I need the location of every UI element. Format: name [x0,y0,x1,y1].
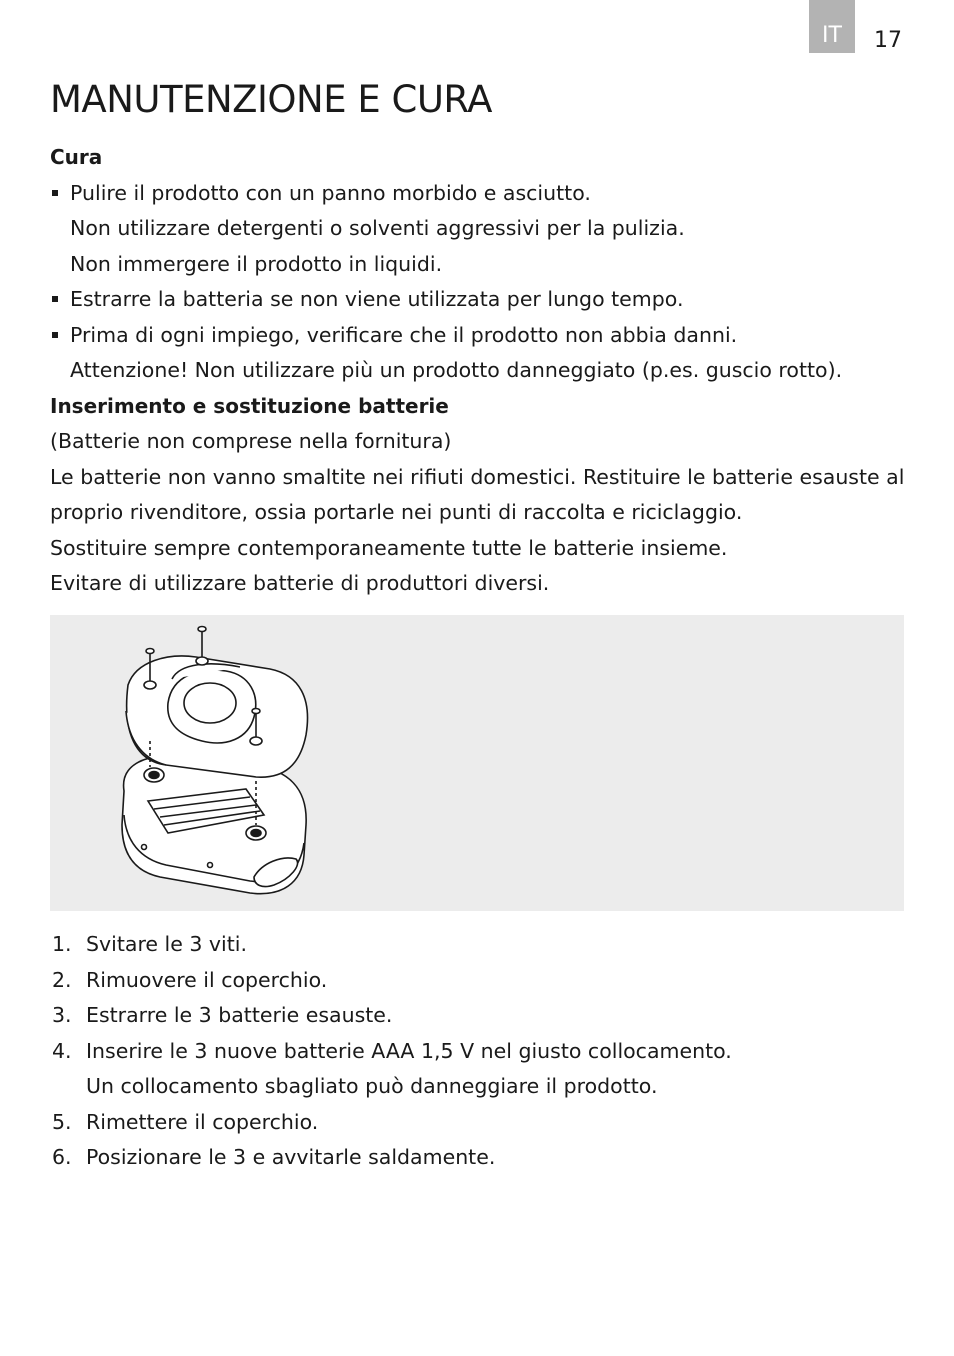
steps-list [50,927,910,1176]
bullet-square-icon [52,332,58,338]
bullet-square-icon [52,296,58,302]
battery-heading: Inserimento e sostituzione batterie [50,393,449,418]
care-bullet-text: Estrarre la batteria se non viene utilizzata per lungo tempo. [70,287,684,311]
step-number: 2. [52,967,72,992]
care-bullet [50,318,910,354]
care-bullet-text: Pulire il prodotto con un panno morbido e asciutto. [70,180,591,205]
step-number: 5. [52,1109,72,1134]
step-text: Svitare le 3 viti. [86,932,248,956]
care-bullet-text: Prima di ogni impiego, verificare che il prodotto non abbia danni. [70,322,738,347]
list-item [50,1105,910,1141]
battery-replacement-illustration [50,615,904,911]
list-item [50,998,910,1034]
list-item [50,1034,910,1070]
list-item-continuation: Un collocamento sbagliato può danneggiare il prodotto. [86,1074,658,1098]
language-tab-label: IT [822,23,842,48]
step-number: 6. [52,1145,72,1169]
list-item [50,927,910,963]
language-tab [809,0,855,53]
care-bullet-continuation: Attenzione! Non utilizzare più un prodotto danneggiato (p.es. guscio rotto). [70,358,843,382]
list-item [50,963,910,999]
battery-paragraph-line: proprio rivenditore, ossia portarle nei punti di raccolta e riciclaggio. [50,500,743,524]
care-bullet [50,176,910,212]
care-heading: Cura [50,145,103,169]
step-text: Rimuovere il coperchio. [86,967,328,992]
care-bullet [50,282,910,318]
battery-paragraph-line: Le batterie non vanno smaltite nei rifiuti domestici. Restituire le batterie esauste al [50,464,905,489]
step-text: Estrarre le 3 batterie esauste. [86,1003,393,1027]
step-text: Rimettere il coperchio. [86,1109,319,1134]
battery-paragraph-line: Evitare di utilizzare batterie di produttori diversi. [50,571,550,595]
main-content [50,140,910,602]
page-number: 17 [874,28,902,53]
step-number: 1. [52,932,72,956]
step-number: 3. [52,1003,72,1027]
device-exploded-view-icon [50,615,904,911]
battery-paragraph-line: (Batterie non comprese nella fornitura) [50,429,452,453]
step-text: Posizionare le 3 e avvitarle saldamente. [86,1145,496,1169]
step-text: Inserire le 3 nuove batterie AAA 1,5 V nel giusto collocamento. [86,1038,732,1063]
page-title: MANUTENZIONE E CURA [50,78,492,121]
list-item [50,1140,910,1176]
bullet-square-icon [52,190,58,196]
care-bullet-continuation: Non utilizzare detergenti o solventi aggressivi per la pulizia. [70,216,685,240]
battery-paragraph-line: Sostituire sempre contemporaneamente tutte le batterie insieme. [50,535,728,560]
step-number: 4. [52,1038,72,1063]
care-bullet-continuation: Non immergere il prodotto in liquidi. [70,251,443,276]
